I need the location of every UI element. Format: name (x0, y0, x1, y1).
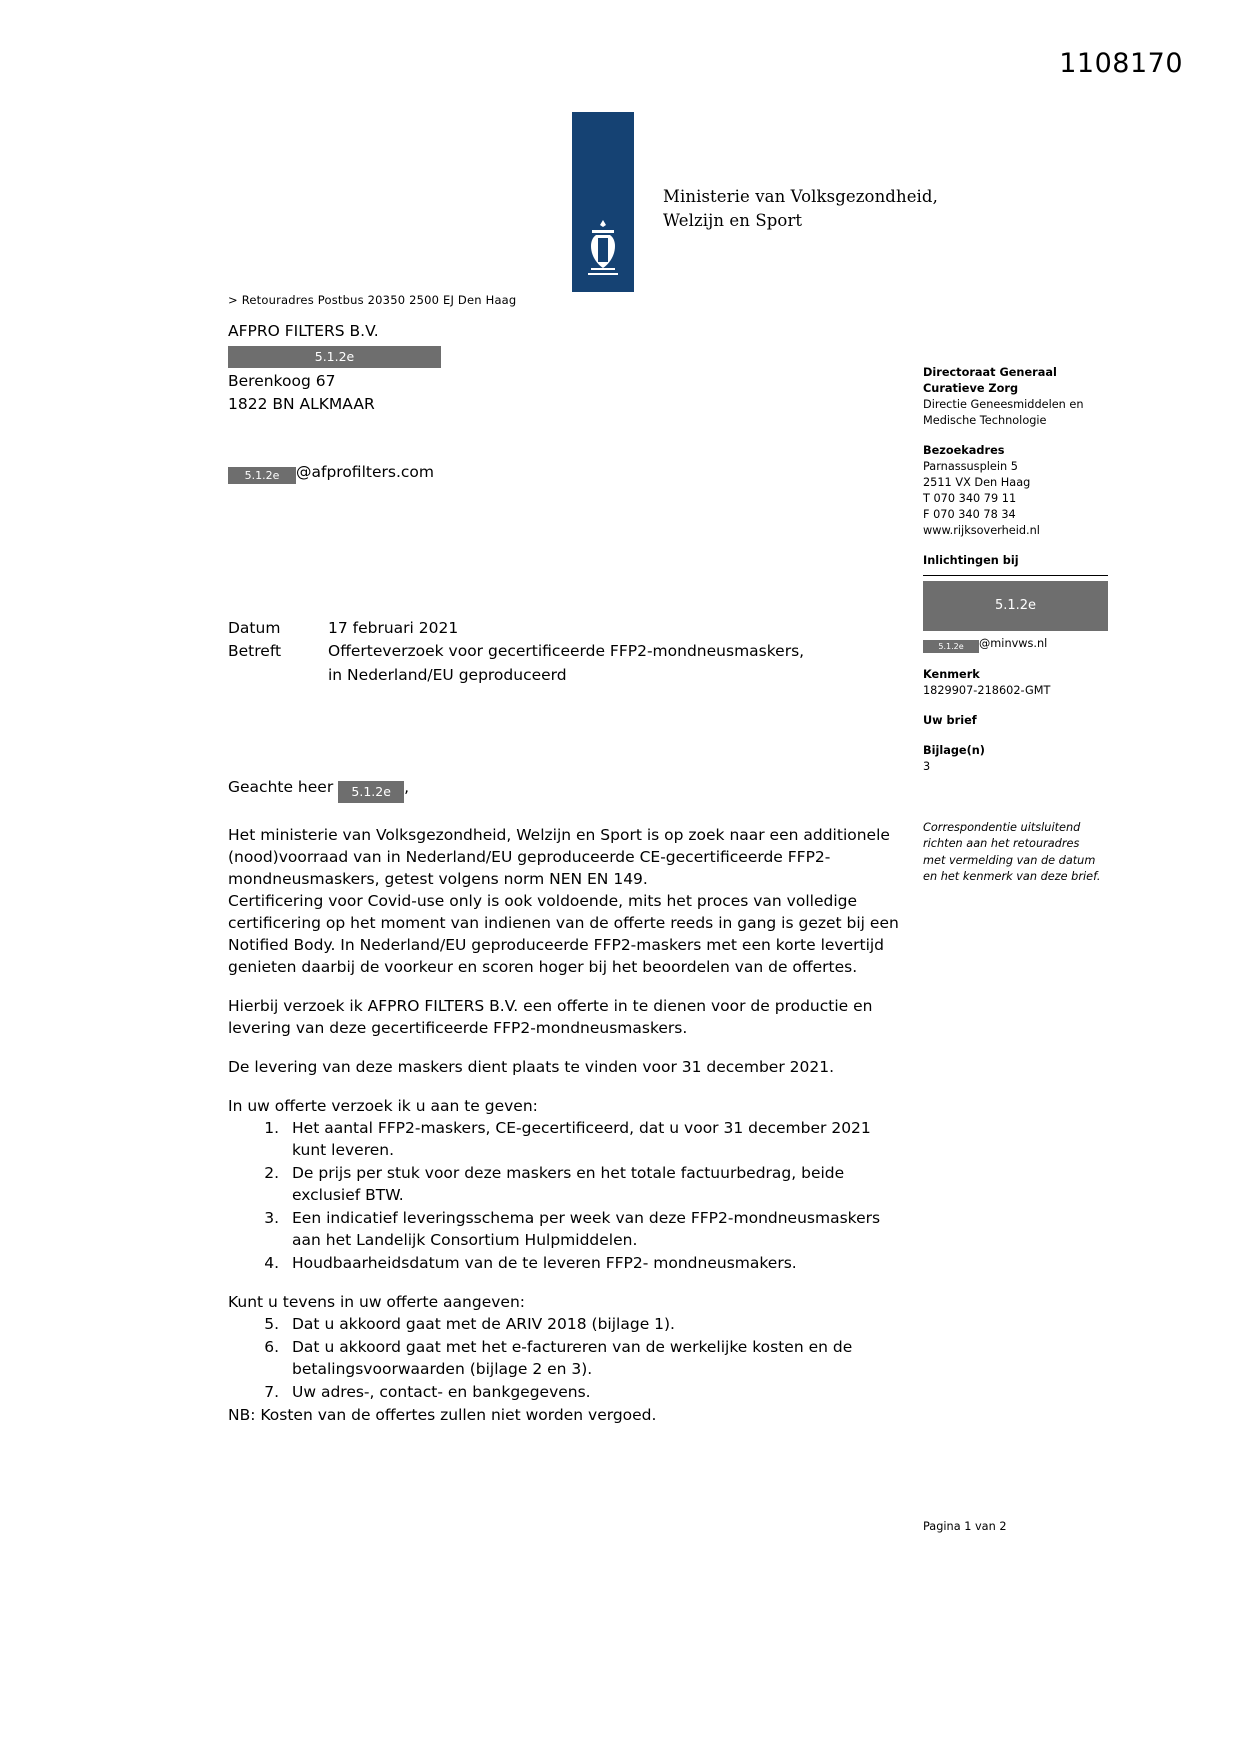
list-item: 2. De prijs per stuk voor deze maskers en het totale factuurbedrag, beide exclusief BTW. (284, 1162, 908, 1206)
meta-correspondence-note: Correspondentie uitsluitend richten aan het retouradres met vermelding van de datum en het kenmerk van deze brief. (923, 821, 1101, 884)
body-paragraph-6: Kunt u tevens in uw offerte aangeven: (228, 1293, 525, 1311)
redaction-salutation-name: 5.1.2e (338, 781, 404, 803)
ministry-name-line1: Ministerie van Volksgezondheid, (663, 187, 938, 206)
body-paragraph-5: In uw offerte verzoek ik u aan te geven: (228, 1097, 538, 1115)
letter-body (228, 824, 908, 1443)
meta-dg-line1: Directoraat Generaal (923, 366, 1057, 379)
redaction-email-local: 5.1.2e (228, 467, 296, 484)
ministry-name-line2: Welzijn en Sport (663, 210, 803, 230)
letter-date-label: Datum (228, 619, 281, 637)
meta-contact-email-domain: @minvws.nl (979, 637, 1048, 651)
dutch-coat-of-arms-icon (578, 216, 628, 288)
addressee-street: Berenkoog 67 (228, 371, 336, 390)
list-item: 3. Een indicatief leveringsschema per week van deze FFP2-mondneusmaskers aan het Landelijk Consortium Hulpmiddelen. (284, 1207, 908, 1251)
meta-dir-line2: Medische Technologie (923, 414, 1047, 428)
list-item: 1. Het aantal FFP2-maskers, CE-gecertificeerd, dat u voor 31 december 2021 kunt leveren. (284, 1117, 908, 1161)
meta-visiting-address (923, 443, 1113, 539)
meta-uw-brief (923, 713, 1113, 729)
body-paragraph-2: Certificering voor Covid-use only is ook voldoende, mits het proces van volledige certificering op het moment van indienen van de offerte reeds in gang is gezet bij een Notified Body. In Nederland/EU geproduceerde FFP2-maskers met een korte levertijd genieten daarbij de voorkeur en scoren hoger bij het beoordelen van de offertes. (228, 892, 899, 976)
document-number: 1108170 (1059, 48, 1183, 79)
meta-kenmerk-value: 1829907-218602-GMT (923, 684, 1051, 698)
addressee-email-domain: @afprofilters.com (296, 463, 434, 481)
addressee-company: AFPRO FILTERS B.V. (228, 322, 379, 340)
meta-contact (923, 553, 1113, 653)
salutation-suffix: , (404, 778, 410, 796)
list-item: 6. Dat u akkoord gaat met het e-factureren van de werkelijke kosten en de betalingsvoorwaarden (bijlage 2 en 3). (284, 1336, 908, 1380)
salutation (228, 778, 409, 803)
meta-dir-line1: Directie Geneesmiddelen en (923, 398, 1084, 412)
return-address: > Retouradres Postbus 20350 2500 EJ Den Haag (228, 293, 517, 307)
meta-divider (923, 575, 1108, 576)
redaction-contact-email-local: 5.1.2e (923, 640, 979, 653)
meta-dg-line2: Curatieve Zorg (923, 382, 1019, 396)
letter-subject-value: Offerteverzoek voor gecertificeerde FFP2-mondneusmaskers, in Nederland/EU geproduceerd (328, 642, 805, 684)
meta-bezoekadres-line2: 2511 VX Den Haag (923, 476, 1031, 490)
meta-contact-email (923, 636, 1113, 653)
meta-bezoekadres-label: Bezoekadres (923, 444, 1005, 458)
meta-directorate (923, 365, 1113, 429)
meta-fax: F 070 340 78 34 (923, 508, 1016, 522)
meta-website[interactable]: www.rijksoverheid.nl (923, 524, 1040, 538)
addressee-city: 1822 BN ALKMAAR (228, 395, 375, 414)
meta-column (923, 365, 1113, 790)
meta-inlichtingen-label: Inlichtingen bij (923, 554, 1019, 568)
addressee-email (228, 463, 434, 484)
body-paragraph-1: Het ministerie van Volksgezondheid, Welzijn en Sport is op zoek naar een additionele (nood)voorraad van in Nederland/EU geproduceerde CE-gecertificeerde FFP2-mondneusmaskers, getest volgens norm NEN EN 149. (228, 826, 890, 888)
meta-bezoekadres-line1: Parnassusplein 5 (923, 460, 1018, 474)
letter-subject-label: Betreft (228, 642, 282, 661)
meta-bijlagen (923, 743, 1113, 775)
meta-kenmerk-label: Kenmerk (923, 668, 980, 682)
addressee-block (228, 320, 441, 417)
body-paragraph-3: Hierbij verzoek ik AFPRO FILTERS B.V. een offerte in te dienen voor de productie en levering van deze gecertificeerde FFP2-mondneusmaskers. (228, 997, 873, 1037)
list-item: 7. Uw adres-, contact- en bankgegevens. (284, 1381, 908, 1403)
letter-date-row (228, 617, 808, 640)
redaction-addressee: 5.1.2e (228, 346, 441, 368)
meta-uw-brief-label: Uw brief (923, 714, 977, 728)
letter-meta (228, 617, 808, 687)
meta-bijlagen-value: 3 (923, 760, 931, 774)
list-item: 5. Dat u akkoord gaat met de ARIV 2018 (bijlage 1). (284, 1313, 908, 1335)
meta-telephone: T 070 340 79 11 (923, 492, 1017, 506)
meta-kenmerk (923, 667, 1113, 699)
request-list-first (228, 1117, 908, 1274)
letter-subject-row (228, 640, 808, 687)
salutation-prefix: Geachte heer (228, 778, 334, 796)
list-item: 4. Houdbaarheidsdatum van de te leveren FFP2- mondneusmakers. (284, 1252, 908, 1274)
body-note: NB: Kosten van de offertes zullen niet worden vergoed. (228, 1406, 657, 1424)
redaction-contact-name: 5.1.2e (923, 581, 1108, 631)
letter-date-value: 17 februari 2021 (328, 619, 459, 637)
ministry-name (663, 185, 938, 233)
page-footer: Pagina 1 van 2 (923, 1520, 1007, 1533)
body-paragraph-4: De levering van deze maskers dient plaats te vinden voor 31 december 2021. (228, 1058, 834, 1076)
request-list-second (228, 1313, 908, 1403)
meta-bijlagen-label: Bijlage(n) (923, 744, 985, 758)
